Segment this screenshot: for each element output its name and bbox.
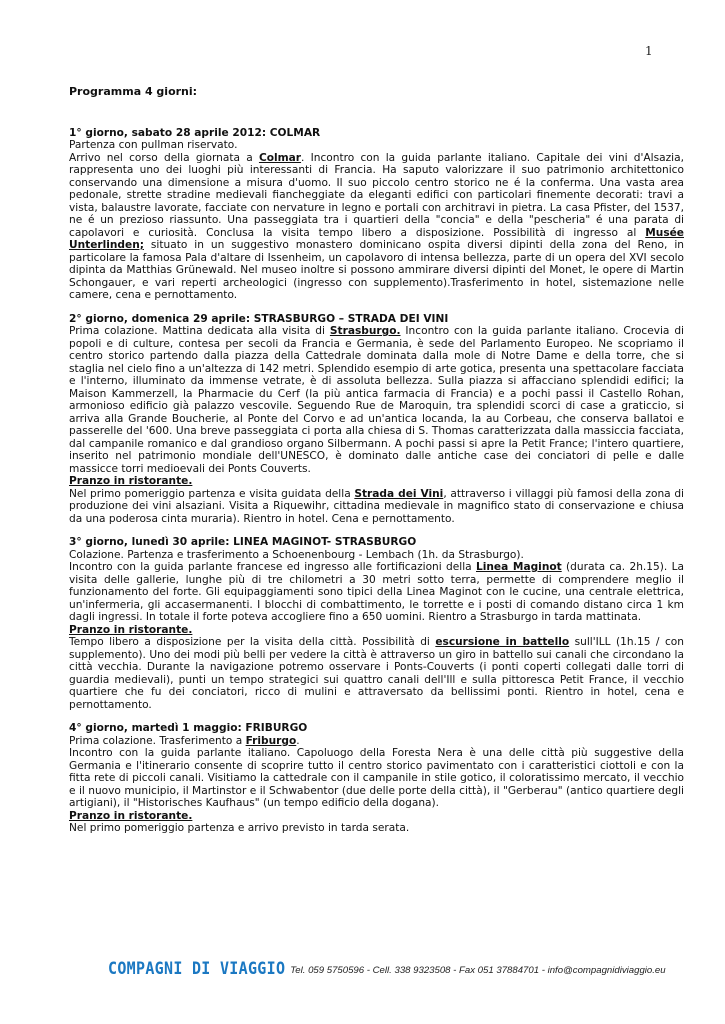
- day-1-departure: Partenza con pullman riservato.: [69, 139, 238, 151]
- day-3-title: 3° giorno, lunedì 30 aprile: LINEA MAGINOT- STRASBURGO: [69, 536, 417, 548]
- day-2-lunch: Pranzo in ristorante.: [69, 475, 193, 487]
- day-3-section: [69, 536, 684, 711]
- day-4-description: Incontro con la guida parlante italiano. Capoluogo della Foresta Nera è una delle città più suggestive della Germania e l'itinerario consente di scoprire tutto il centro storico pavimentato con i caratteristici ciottoli e con la fitta rete di piccoli canali. Visitiamo la cattedrale con il campanile in stile gotico, il coloratissimo mercato, il vecchio e il nuovo municipio, il Martinstor e il Schwabentor (due delle porte della città), il "Gerberau" (antico quartiere degli artigiani), il "Historisches Kaufhaus" (un tempo edificio della dogana).: [69, 747, 684, 809]
- day-3-morning: Incontro con la guida parlante francese ed ingresso alle fortificazioni della Linea Maginot (durata ca. 2h.15). La visita delle gallerie, lunghe più di tre chilometri a 30 metri sotto terra, permette di comprendere meglio il funzionamento del forte. Gli equipaggiamenti sono tipici della Linea Maginot con le cucine, una centrale elettrica, un'infermeria, gli accasermanenti. I blocchi di combattimento, le torrette e i posti di comando distano circa 1 km dagli ingressi. In totale il forte poteva accogliere fino a 650 uomini. Rientro a Strasburgo in tarda mattinata.: [69, 561, 684, 623]
- day-1-description: Arrivo nel corso della giornata a Colmar. Incontro con la guida parlante italiano. Capitale dei vini d'Alsazia, rappresenta uno dei luoghi più interessanti di Francia. Ha saputo valorizzare il suo patrimonio architettonico conservando una dimensione a misura d'uomo. Il suo piccolo centro storico ne é la conferma. Una vasta area pedonale, strette stradine medievali fiancheggiate da eleganti edifici con particolari finemente decorati: travi a vista, balaustre lavorate, facciate con nervature in legno e portali con architravi in pietra. La casa Pfister, del 1537, ne é un prezioso riassunto. Una passeggiata tra i quartieri della "concia" e della "pescheria" é una parata di capolavori e curiosità. Conclusa la visita tempo libero a disposizione. Possibilità di ingresso al Musée Unterlinden; situato in un suggestivo monastero dominicano ospita diversi dipinti della zona del Reno, in particolare la famosa Pala d'altare di Issenheim, un capolavoro di intensa bellezza, parte di un opera del XVI secolo dipinta da Matthias Grünewald. Nel museo inoltre si possono ammirare diversi dipinti del Monet, le opere di Martin Schongauer, e vari reperti archeologici (ingresso con supplemento).Trasferimento in hotel, sistemazione nelle camere, cena e pernottamento.: [69, 151, 684, 301]
- strasburgo-link: Strasburgo.: [329, 325, 401, 337]
- day-2-morning: Prima colazione. Mattina dedicata alla visita di Strasburgo. Incontro con la guida parlante italiano. Crocevia di popoli e di culture, contesa per secoli da Francia e Germania, è sede del Parlamento Europeo. Ne scopriamo il centro storico partendo dalla piazza della Cattedrale dominata dalla mole di Notre Dame e della torre, che si staglia nel cielo fino a un'altezza di 142 metri. Splendido esempio di arte gotica, presenta una spettacolare facciata e l'interno, illuminato da immense vetrate, è di assoluta bellezza. Sulla piazza si affacciano splendidi edifici; la Maison Kammerzell, la Pharmacie du Cerf (la più antica farmacia di Francia) e a pochi passi il Castello Rohan, armonioso edificio già palazzo vescovile. Seguendo Rue de Maroquin, tra splendidi scorci di case a graticcio, si arriva alla Grande Boucherie, al Ponte del Corvo e ad un'antica locanda, la au Corbeau, che conserva ballatoi e passerelle del '600. Una breve passeggiata ci porta alla chiesa di S. Thomas caratterizzata dalla massiccia facciata, dal campanile romanico e dal grandioso organo Silbermann. A pochi passi si apre la Petit France; l'intero quartiere, inserito nel patrimonio mondiale dell'UNESCO, è dominato dalle antiche case dei conciatori di pelle e dalle massicce torri medioevali dei Ponts Couverts.: [69, 325, 685, 475]
- day-4-lunch: Pranzo in ristorante.: [69, 809, 193, 822]
- day-2-afternoon: Nel primo pomeriggio partenza e visita guidata della Strada dei Vini, attraverso i villaggi più famosi della zona di produzione dei vini alsaziani. Visita a Riquewihr, cittadina medievale in magnifico stato di conservazione e chiusa da una poderosa cinta muraria). Rientro in hotel. Cena e pernottamento.: [69, 487, 684, 525]
- compagni-di-viaggio-logo: COMPAGNI DI VIAGGIO: [108, 957, 286, 979]
- linea-maginot-link: Linea Maginot: [476, 561, 562, 573]
- day-4-return: Nel primo pomeriggio partenza e arrivo previsto in tarda serata.: [69, 822, 410, 834]
- day-2-section: [69, 313, 684, 526]
- escursione-battello-link: escursione in battello: [435, 636, 570, 648]
- program-title: Programma 4 giorni:: [69, 85, 198, 98]
- friburgo-link: Friburgo: [245, 734, 297, 747]
- musee-unterlinden-link: Musée Unterlinden;: [69, 226, 684, 251]
- document-body: [69, 86, 684, 846]
- footer-contacts: Tel. 059 5750596 - Cell. 338 9323508 - Fax 051 37884701 - info@compagnidiviaggio.eu: [290, 965, 666, 976]
- page-number: 1: [645, 44, 653, 58]
- day-1-title: 1° giorno, sabato 28 aprile 2012: COLMAR: [69, 126, 321, 139]
- colmar-link: Colmar: [258, 151, 302, 164]
- page-footer: [108, 955, 666, 977]
- day-2-title: 2° giorno, domenica 29 aprile: STRASBURGO – STRADA DEI VINI: [69, 312, 449, 325]
- day-1-section: [69, 127, 684, 302]
- day-4-section: [69, 722, 684, 835]
- day-3-afternoon: Tempo libero a disposizione per la visita della città. Possibilità di escursione in battello sull'ILL (1h.15 / con supplemento). Uno dei modi più belli per vedere la città è attraverso un giro in battello sui canali che circondano la città vecchia. Durante la navigazione potremo osservare i Ponts-Couverts (i ponti coperti collegati dalle torri di guardia medievali), punti un tempo strategici sui quattro canali dell'Ill e sulla pittoresca Petit France, il vecchio quartiere che fu dei conciatori, ricco di mulini e attraversato da bellissimi ponti. Rientro in hotel, cena e pernottamento.: [69, 636, 684, 711]
- day-3-transfer: Colazione. Partenza e trasferimento a Schoenenbourg - Lembach (1h. da Strasburgo).: [69, 548, 524, 561]
- day-4-title: 4° giorno, martedì 1 maggio: FRIBURGO: [69, 722, 308, 734]
- day-3-lunch: Pranzo in ristorante.: [69, 623, 193, 636]
- strada-dei-vini-link: Strada dei Vini: [354, 487, 444, 500]
- day-4-transfer: Prima colazione. Trasferimento a Friburgo.: [69, 734, 300, 747]
